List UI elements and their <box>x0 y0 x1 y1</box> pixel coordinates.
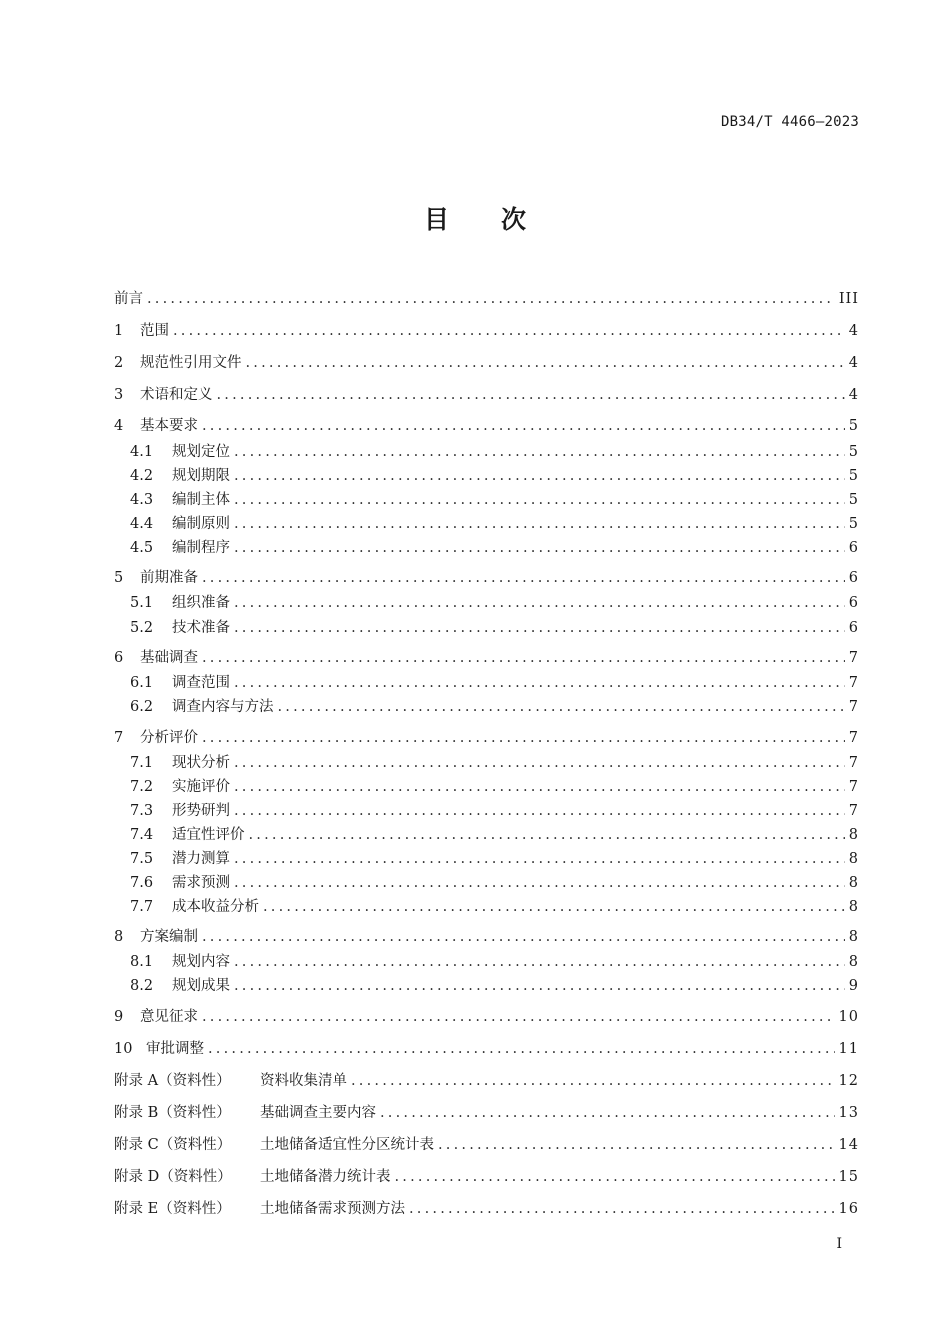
toc-entry-page: 4 <box>848 323 859 339</box>
toc-subentry[interactable] <box>130 465 859 487</box>
toc-entry-number: 7.3 <box>130 803 154 819</box>
page-number: I <box>836 1236 842 1252</box>
leader-dots <box>234 752 845 774</box>
toc-entry-number: 7.6 <box>130 875 154 891</box>
toc-entry-page: 7 <box>848 699 859 715</box>
toc-entry-page: 10 <box>838 1009 859 1025</box>
toc-entry-page: 5 <box>848 492 859 508</box>
toc-appendix[interactable] <box>114 1134 859 1156</box>
leader-dots <box>173 320 845 342</box>
toc-subentry[interactable] <box>130 592 859 614</box>
toc-subentry[interactable] <box>130 975 859 997</box>
toc-entry-page: 8 <box>848 827 859 843</box>
toc-entry-label: 资料收集清单 <box>260 1073 347 1089</box>
toc-entry-number: 4.5 <box>130 540 154 556</box>
toc-entry-page: 6 <box>848 570 859 586</box>
toc-entry[interactable] <box>114 926 859 948</box>
leader-dots <box>234 592 845 614</box>
leader-dots <box>234 617 845 639</box>
toc-subentry[interactable] <box>130 896 859 918</box>
title-char-2: 次 <box>501 205 527 234</box>
toc-entry-label: 成本收益分析 <box>172 899 259 915</box>
title-char-1: 目 <box>423 205 449 234</box>
toc-entry-number: 5.2 <box>130 620 154 636</box>
toc-entry-label: 审批调整 <box>146 1041 204 1057</box>
leader-dots <box>438 1134 835 1156</box>
toc-entry-page: 8 <box>848 899 859 915</box>
toc-entry-page: 5 <box>848 468 859 484</box>
toc-appendix-tag: 附录 B（资料性） <box>114 1105 231 1121</box>
leader-dots <box>202 727 845 749</box>
toc-entry-page: 8 <box>848 851 859 867</box>
toc-entry-label: 规范性引用文件 <box>140 355 242 371</box>
toc-entry-page: 7 <box>848 650 859 666</box>
leader-dots <box>234 872 845 894</box>
leader-dots <box>234 800 845 822</box>
leader-dots <box>409 1198 835 1220</box>
toc-entry-page: III <box>838 291 859 307</box>
toc-entry-page: 12 <box>838 1073 859 1089</box>
leader-dots <box>217 384 845 406</box>
toc-subentry[interactable] <box>130 617 859 639</box>
toc-entry-label: 基础调查 <box>140 650 198 666</box>
toc-entry-number: 1 <box>114 323 124 339</box>
toc-entry-page: 4 <box>848 355 859 371</box>
toc-subentry[interactable] <box>130 872 859 894</box>
leader-dots <box>208 1038 835 1060</box>
leader-dots <box>234 951 845 973</box>
toc-entry-label: 土地储备适宜性分区统计表 <box>260 1137 434 1153</box>
toc-entry-number: 7.1 <box>130 755 154 771</box>
toc-entry-label: 编制程序 <box>172 540 230 556</box>
toc-entry-page: 6 <box>848 540 859 556</box>
toc-entry-label: 调查内容与方法 <box>172 699 274 715</box>
toc-entry-label: 前期准备 <box>140 570 198 586</box>
toc-subentry[interactable] <box>130 513 859 535</box>
toc-subentry[interactable] <box>130 537 859 559</box>
leader-dots <box>246 352 845 374</box>
toc-subentry[interactable] <box>130 696 859 718</box>
toc-entry-page: 7 <box>848 675 859 691</box>
toc-appendix-tag: 附录 A（资料性） <box>114 1073 231 1089</box>
toc-entry-label: 术语和定义 <box>140 387 213 403</box>
toc-entry-number: 5.1 <box>130 595 154 611</box>
toc-entry-label: 前言 <box>114 291 143 307</box>
toc-entry[interactable] <box>114 352 859 374</box>
toc-entry-page: 8 <box>848 875 859 891</box>
toc-entry-label: 潜力测算 <box>172 851 230 867</box>
toc-entry-number: 8.1 <box>130 954 154 970</box>
toc-entry-label: 实施评价 <box>172 779 230 795</box>
leader-dots <box>234 513 845 535</box>
toc-subentry[interactable] <box>130 824 859 846</box>
toc-entry-label: 规划成果 <box>172 978 230 994</box>
toc-entry[interactable] <box>114 1038 859 1060</box>
toc-entry-page: 7 <box>848 803 859 819</box>
page-title <box>0 200 950 236</box>
toc-appendix-tag: 附录 D（资料性） <box>114 1169 232 1185</box>
leader-dots <box>234 776 845 798</box>
toc-entry-page: 7 <box>848 730 859 746</box>
toc-entry-page: 7 <box>848 755 859 771</box>
toc-entry-label: 分析评价 <box>140 730 198 746</box>
toc-entry-page: 6 <box>848 595 859 611</box>
toc-entry[interactable] <box>114 415 859 437</box>
toc-entry-number: 6 <box>114 650 124 666</box>
toc-entry-label: 规划期限 <box>172 468 230 484</box>
toc-entry-page: 11 <box>838 1041 859 1057</box>
toc-entry-label: 编制主体 <box>172 492 230 508</box>
standard-code: DB34/T 4466—2023 <box>720 114 859 130</box>
toc-entry[interactable] <box>114 384 859 406</box>
toc-entry-label: 编制原则 <box>172 516 230 532</box>
toc-entry-label: 范围 <box>140 323 169 339</box>
toc-appendix-tag: 附录 C（资料性） <box>114 1137 232 1153</box>
toc-entry-label: 调查范围 <box>172 675 230 691</box>
toc-entry-page: 5 <box>848 418 859 434</box>
toc-entry-label: 技术准备 <box>172 620 230 636</box>
toc-subentry[interactable] <box>130 441 859 463</box>
toc-entry-label: 现状分析 <box>172 755 230 771</box>
leader-dots <box>202 647 845 669</box>
toc-entry-number: 10 <box>114 1041 133 1057</box>
leader-dots <box>249 824 845 846</box>
toc-entry[interactable] <box>114 288 859 310</box>
toc-entry-number: 4.2 <box>130 468 154 484</box>
toc-entry-number: 7.4 <box>130 827 154 843</box>
toc-subentry[interactable] <box>130 672 859 694</box>
toc-entry-label: 意见征求 <box>140 1009 198 1025</box>
toc-entry-page: 9 <box>848 978 859 994</box>
toc-entry-label: 适宜性评价 <box>172 827 245 843</box>
toc-entry-number: 9 <box>114 1009 124 1025</box>
toc-entry-label: 土地储备需求预测方法 <box>260 1201 405 1217</box>
toc-entry-number: 4.3 <box>130 492 154 508</box>
toc-entry-number: 7.2 <box>130 779 154 795</box>
leader-dots <box>202 1006 835 1028</box>
toc-subentry[interactable] <box>130 489 859 511</box>
toc-entry-number: 8.2 <box>130 978 154 994</box>
toc-entry-label: 需求预测 <box>172 875 230 891</box>
toc-appendix[interactable] <box>114 1070 859 1092</box>
toc-entry[interactable] <box>114 320 859 342</box>
toc-entry[interactable] <box>114 727 859 749</box>
leader-dots <box>234 975 845 997</box>
toc-entry-label: 土地储备潜力统计表 <box>260 1169 391 1185</box>
toc-entry-number: 4 <box>114 418 124 434</box>
leader-dots <box>395 1166 835 1188</box>
leader-dots <box>278 696 845 718</box>
toc-entry-number: 6.2 <box>130 699 154 715</box>
leader-dots <box>147 288 835 310</box>
toc-entry-number: 7 <box>114 730 124 746</box>
toc-entry-page: 13 <box>838 1105 859 1121</box>
toc-entry-page: 16 <box>838 1201 859 1217</box>
toc-entry-label: 组织准备 <box>172 595 230 611</box>
toc-entry-page: 6 <box>848 620 859 636</box>
toc-subentry[interactable] <box>130 752 859 774</box>
leader-dots <box>234 489 845 511</box>
toc-entry-number: 5 <box>114 570 124 586</box>
leader-dots <box>234 672 845 694</box>
toc-entry-label: 形势研判 <box>172 803 230 819</box>
toc-entry-page: 8 <box>848 929 859 945</box>
toc-appendix[interactable] <box>114 1166 859 1188</box>
toc-entry-page: 8 <box>848 954 859 970</box>
toc-entry-label: 方案编制 <box>140 929 198 945</box>
leader-dots <box>202 415 845 437</box>
toc-entry-number: 4.1 <box>130 444 154 460</box>
toc-subentry[interactable] <box>130 776 859 798</box>
toc-entry-number: 7.5 <box>130 851 154 867</box>
toc-entry-number: 4.4 <box>130 516 154 532</box>
leader-dots <box>234 848 845 870</box>
toc-entry-number: 7.7 <box>130 899 154 915</box>
toc-entry-number: 6.1 <box>130 675 154 691</box>
toc-entry[interactable] <box>114 1006 859 1028</box>
toc-entry[interactable] <box>114 647 859 669</box>
toc-entry-page: 14 <box>838 1137 859 1153</box>
toc-subentry[interactable] <box>130 848 859 870</box>
toc-entry-label: 规划定位 <box>172 444 230 460</box>
toc-entry-page: 5 <box>848 444 859 460</box>
toc-appendix[interactable] <box>114 1198 859 1220</box>
toc-appendix[interactable] <box>114 1102 859 1124</box>
toc-appendix-tag: 附录 E（资料性） <box>114 1201 231 1217</box>
toc-entry-number: 3 <box>114 387 124 403</box>
leader-dots <box>380 1102 835 1124</box>
toc-entry-number: 8 <box>114 929 124 945</box>
toc-entry-label: 基本要求 <box>140 418 198 434</box>
toc-entry-page: 15 <box>838 1169 859 1185</box>
leader-dots <box>202 567 845 589</box>
toc-entry-label: 基础调查主要内容 <box>260 1105 376 1121</box>
leader-dots <box>351 1070 835 1092</box>
toc-entry-page: 7 <box>848 779 859 795</box>
leader-dots <box>234 441 845 463</box>
toc-entry[interactable] <box>114 567 859 589</box>
leader-dots <box>234 465 845 487</box>
toc-subentry[interactable] <box>130 800 859 822</box>
toc-entry-page: 5 <box>848 516 859 532</box>
leader-dots <box>234 537 845 559</box>
toc-subentry[interactable] <box>130 951 859 973</box>
toc-entry-page: 4 <box>848 387 859 403</box>
toc-entry-label: 规划内容 <box>172 954 230 970</box>
leader-dots <box>202 926 845 948</box>
toc-entry-number: 2 <box>114 355 124 371</box>
leader-dots <box>263 896 845 918</box>
